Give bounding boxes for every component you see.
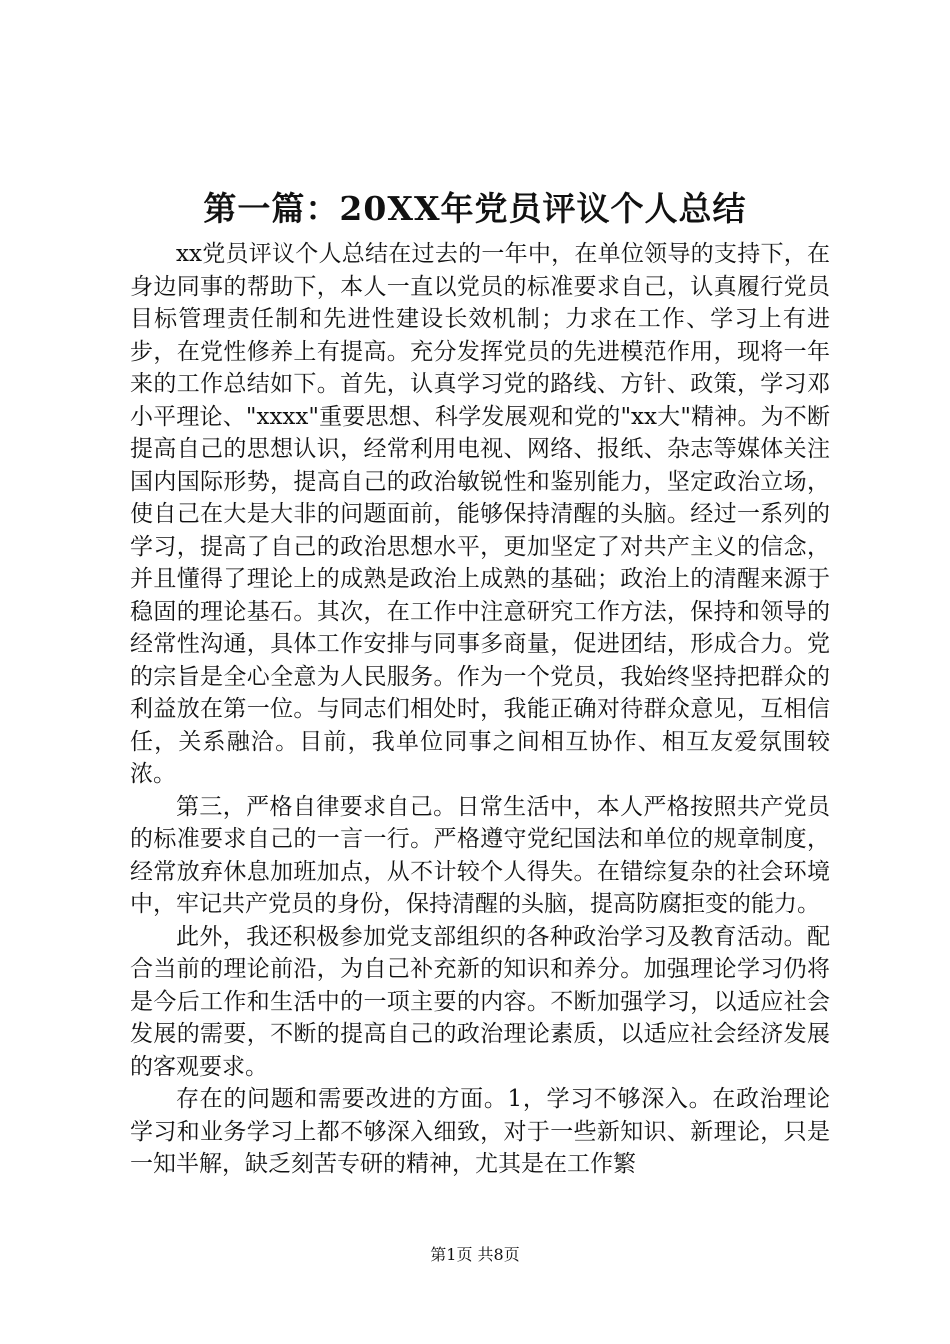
paragraph-3: 此外，我还积极参加党支部组织的各种政治学习及教育活动。配合当前的理论前沿，为自己补充新的知识和养分。加强理论学习仍将是今后工作和生活中的一项主要的内容。不断加强学习，以适应社会发展的需要，不断的提高自己的政治理论素质，以适应社会经济发展的客观要求。 [130,923,830,1080]
paragraph-1: xx党员评议个人总结在过去的一年中，在单位领导的支持下，在身边同事的帮助下，本人一直以党员的标准要求自己，认真履行党员目标管理责任制和先进性建设长效机制；力求在工作、学习上有进步，在党性修养上有提高。充分发挥党员的先进模范作用，现将一年来的工作总结如下。首先，认真学习党的路线、方针、政策，学习邓小平理论、"xxxx"重要思想、科学发展观和党的"xx大"精神。为不断提高自己的思想认识，经常利用电视、网络、报纸、杂志等媒体关注国内国际形势，提高自己的政治敏锐性和鉴别能力，坚定政治立场，使自己在大是大非的问题面前，能够保持清醒的头脑。经过一系列的学习，提高了自己的政治思想水平，更加坚定了对共产主义的信念，并且懂得了理论上的成熟是政治上成熟的基础；政治上的清醒来源于稳固的理论基石。其次，在工作中注意研究工作方法，保持和领导的经常性沟通，具体工作安排与同事多商量，促进团结，形成合力。党的宗旨是全心全意为人民服务。作为一个党员，我始终坚持把群众的利益放在第一位。与同志们相处时，我能正确对待群众意见，互相信任，关系融洽。目前，我单位同事之间相互协作、相互友爱氛围较浓。 [130,241,830,787]
paragraph-2: 第三，严格自律要求自己。日常生活中，本人严格按照共产党员的标准要求自己的一言一行。严格遵守党纪国法和单位的规章制度，经常放弃休息加班加点，从不计较个人得失。在错综复杂的社会环境中，牢记共产党员的身份，保持清醒的头脑，提高防腐拒变的能力。 [130,793,830,917]
document-body [130,238,830,1181]
paragraph-4: 存在的问题和需要改进的方面。1，学习不够深入。在政治理论学习和业务学习上都不够深入细致，对于一些新知识、新理论，只是一知半解，缺乏刻苦专研的精神，尤其是在工作繁 [130,1086,830,1177]
page-number-footer: 第1页 共8页 [430,1245,520,1264]
document-title: 第一篇：20XX年党员评议个人总结 [203,189,747,228]
